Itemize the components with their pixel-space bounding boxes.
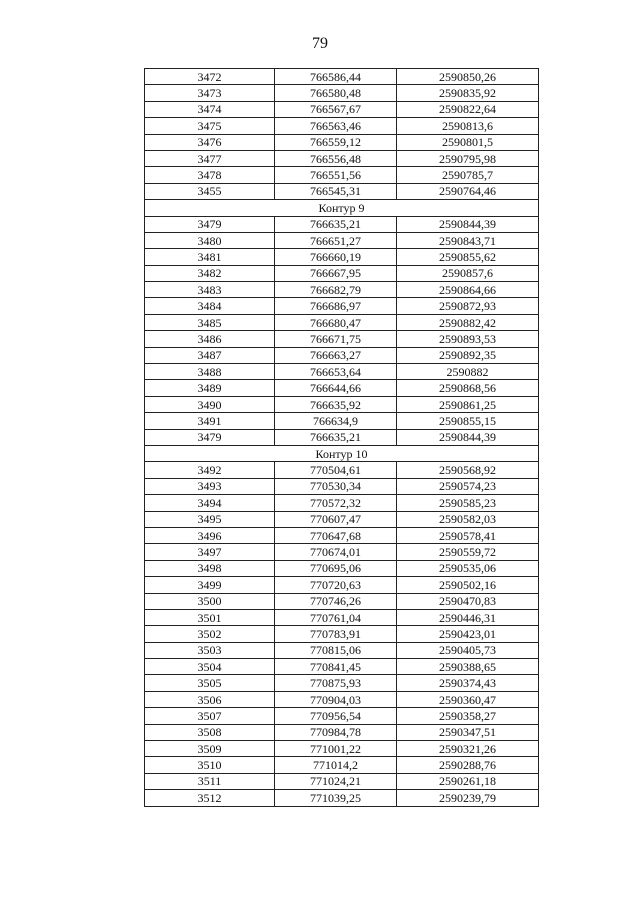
- y-coordinate-cell: 2590582,03: [397, 511, 539, 527]
- point-number-cell: 3512: [145, 790, 275, 806]
- point-number-cell: 3475: [145, 118, 275, 134]
- table-row: [145, 773, 539, 789]
- x-coordinate-cell: 766680,47: [275, 314, 397, 330]
- point-number-cell: 3507: [145, 708, 275, 724]
- point-number-cell: 3492: [145, 462, 275, 478]
- y-coordinate-cell: 2590855,62: [397, 249, 539, 265]
- point-number-cell: 3480: [145, 232, 275, 248]
- y-coordinate-cell: 2590288,76: [397, 757, 539, 773]
- y-coordinate-cell: 2590559,72: [397, 544, 539, 560]
- y-coordinate-cell: 2590405,73: [397, 642, 539, 658]
- y-coordinate-cell: 2590261,18: [397, 773, 539, 789]
- y-coordinate-cell: 2590578,41: [397, 527, 539, 543]
- x-coordinate-cell: 766671,75: [275, 331, 397, 347]
- table-row: [145, 249, 539, 265]
- point-number-cell: 3503: [145, 642, 275, 658]
- x-coordinate-cell: 770875,93: [275, 675, 397, 691]
- point-number-cell: 3486: [145, 331, 275, 347]
- point-number-cell: 3495: [145, 511, 275, 527]
- table-row: [145, 118, 539, 134]
- table-row: [145, 577, 539, 593]
- table-row: [145, 609, 539, 625]
- y-coordinate-cell: 2590568,92: [397, 462, 539, 478]
- table-row: [145, 429, 539, 445]
- x-coordinate-cell: 766634,9: [275, 413, 397, 429]
- table-row: [145, 101, 539, 117]
- x-coordinate-cell: 766667,95: [275, 265, 397, 281]
- x-coordinate-cell: 766551,56: [275, 167, 397, 183]
- table-row: [145, 626, 539, 642]
- page-number: 79: [312, 35, 328, 52]
- y-coordinate-cell: 2590872,93: [397, 298, 539, 314]
- point-number-cell: 3481: [145, 249, 275, 265]
- y-coordinate-cell: 2590785,7: [397, 167, 539, 183]
- x-coordinate-cell: 770815,06: [275, 642, 397, 658]
- y-coordinate-cell: 2590374,43: [397, 675, 539, 691]
- x-coordinate-cell: 770783,91: [275, 626, 397, 642]
- section-header-row: [145, 200, 539, 216]
- y-coordinate-cell: 2590535,06: [397, 560, 539, 576]
- point-number-cell: 3476: [145, 134, 275, 150]
- x-coordinate-cell: 770956,54: [275, 708, 397, 724]
- y-coordinate-cell: 2590857,6: [397, 265, 539, 281]
- x-coordinate-cell: 766663,27: [275, 347, 397, 363]
- point-number-cell: 3510: [145, 757, 275, 773]
- y-coordinate-cell: 2590358,27: [397, 708, 539, 724]
- y-coordinate-cell: 2590882,42: [397, 314, 539, 330]
- table-row: [145, 314, 539, 330]
- table-row: [145, 232, 539, 248]
- y-coordinate-cell: 2590892,35: [397, 347, 539, 363]
- table-row: [145, 85, 539, 101]
- point-number-cell: 3482: [145, 265, 275, 281]
- x-coordinate-cell: 766567,67: [275, 101, 397, 117]
- point-number-cell: 3472: [145, 69, 275, 85]
- table-row: [145, 544, 539, 560]
- y-coordinate-cell: 2590882: [397, 364, 539, 380]
- x-coordinate-cell: 766653,64: [275, 364, 397, 380]
- x-coordinate-cell: 766580,48: [275, 85, 397, 101]
- table-row: [145, 495, 539, 511]
- y-coordinate-cell: 2590864,66: [397, 282, 539, 298]
- y-coordinate-cell: 2590585,23: [397, 495, 539, 511]
- y-coordinate-cell: 2590844,39: [397, 216, 539, 232]
- y-coordinate-cell: 2590388,65: [397, 659, 539, 675]
- y-coordinate-cell: 2590844,39: [397, 429, 539, 445]
- section-title: Контур 10: [145, 445, 539, 461]
- table-row: [145, 380, 539, 396]
- point-number-cell: 3497: [145, 544, 275, 560]
- y-coordinate-cell: 2590850,26: [397, 69, 539, 85]
- point-number-cell: 3478: [145, 167, 275, 183]
- x-coordinate-cell: 770904,03: [275, 691, 397, 707]
- coordinates-table: [144, 68, 539, 807]
- y-coordinate-cell: 2590893,53: [397, 331, 539, 347]
- x-coordinate-cell: 766556,48: [275, 150, 397, 166]
- y-coordinate-cell: 2590321,26: [397, 741, 539, 757]
- point-number-cell: 3508: [145, 724, 275, 740]
- table-row: [145, 396, 539, 412]
- point-number-cell: 3502: [145, 626, 275, 642]
- y-coordinate-cell: 2590855,15: [397, 413, 539, 429]
- point-number-cell: 3504: [145, 659, 275, 675]
- y-coordinate-cell: 2590239,79: [397, 790, 539, 806]
- y-coordinate-cell: 2590347,51: [397, 724, 539, 740]
- table-row: [145, 216, 539, 232]
- point-number-cell: 3484: [145, 298, 275, 314]
- coordinates-table-body: [145, 69, 539, 807]
- x-coordinate-cell: 770746,26: [275, 593, 397, 609]
- point-number-cell: 3500: [145, 593, 275, 609]
- x-coordinate-cell: 770695,06: [275, 560, 397, 576]
- x-coordinate-cell: 766563,46: [275, 118, 397, 134]
- table-row: [145, 265, 539, 281]
- table-row: [145, 757, 539, 773]
- y-coordinate-cell: 2590360,47: [397, 691, 539, 707]
- table-row: [145, 150, 539, 166]
- y-coordinate-cell: 2590470,83: [397, 593, 539, 609]
- table-row: [145, 511, 539, 527]
- x-coordinate-cell: 766635,21: [275, 216, 397, 232]
- x-coordinate-cell: 766682,79: [275, 282, 397, 298]
- x-coordinate-cell: 766651,27: [275, 232, 397, 248]
- x-coordinate-cell: 766586,44: [275, 69, 397, 85]
- table-row: [145, 413, 539, 429]
- x-coordinate-cell: 770841,45: [275, 659, 397, 675]
- section-header-row: [145, 445, 539, 461]
- table-row: [145, 560, 539, 576]
- y-coordinate-cell: 2590423,01: [397, 626, 539, 642]
- point-number-cell: 3496: [145, 527, 275, 543]
- point-number-cell: 3493: [145, 478, 275, 494]
- point-number-cell: 3488: [145, 364, 275, 380]
- table-row: [145, 298, 539, 314]
- table-row: [145, 183, 539, 199]
- table-row: [145, 462, 539, 478]
- y-coordinate-cell: 2590446,31: [397, 609, 539, 625]
- point-number-cell: 3490: [145, 396, 275, 412]
- table-row: [145, 642, 539, 658]
- x-coordinate-cell: 766660,19: [275, 249, 397, 265]
- table-row: [145, 593, 539, 609]
- x-coordinate-cell: 766545,31: [275, 183, 397, 199]
- point-number-cell: 3483: [145, 282, 275, 298]
- table-row: [145, 675, 539, 691]
- table-row: [145, 331, 539, 347]
- x-coordinate-cell: 766644,66: [275, 380, 397, 396]
- point-number-cell: 3505: [145, 675, 275, 691]
- y-coordinate-cell: 2590822,64: [397, 101, 539, 117]
- y-coordinate-cell: 2590835,92: [397, 85, 539, 101]
- point-number-cell: 3477: [145, 150, 275, 166]
- table-row: [145, 724, 539, 740]
- point-number-cell: 3479: [145, 216, 275, 232]
- y-coordinate-cell: 2590861,25: [397, 396, 539, 412]
- coordinates-table-container: [144, 68, 538, 807]
- x-coordinate-cell: 770607,47: [275, 511, 397, 527]
- y-coordinate-cell: 2590868,56: [397, 380, 539, 396]
- point-number-cell: 3473: [145, 85, 275, 101]
- x-coordinate-cell: 766686,97: [275, 298, 397, 314]
- y-coordinate-cell: 2590801,5: [397, 134, 539, 150]
- table-row: [145, 527, 539, 543]
- point-number-cell: 3494: [145, 495, 275, 511]
- point-number-cell: 3511: [145, 773, 275, 789]
- point-number-cell: 3499: [145, 577, 275, 593]
- point-number-cell: 3479: [145, 429, 275, 445]
- table-row: [145, 790, 539, 806]
- x-coordinate-cell: 770674,01: [275, 544, 397, 560]
- point-number-cell: 3491: [145, 413, 275, 429]
- table-row: [145, 167, 539, 183]
- point-number-cell: 3455: [145, 183, 275, 199]
- table-row: [145, 69, 539, 85]
- table-row: [145, 478, 539, 494]
- x-coordinate-cell: 770572,32: [275, 495, 397, 511]
- point-number-cell: 3487: [145, 347, 275, 363]
- x-coordinate-cell: 771024,21: [275, 773, 397, 789]
- table-row: [145, 347, 539, 363]
- table-row: [145, 282, 539, 298]
- point-number-cell: 3506: [145, 691, 275, 707]
- y-coordinate-cell: 2590813,6: [397, 118, 539, 134]
- point-number-cell: 3509: [145, 741, 275, 757]
- y-coordinate-cell: 2590843,71: [397, 232, 539, 248]
- x-coordinate-cell: 770530,34: [275, 478, 397, 494]
- x-coordinate-cell: 770984,78: [275, 724, 397, 740]
- x-coordinate-cell: 766635,92: [275, 396, 397, 412]
- section-title: Контур 9: [145, 200, 539, 216]
- y-coordinate-cell: 2590795,98: [397, 150, 539, 166]
- x-coordinate-cell: 771039,25: [275, 790, 397, 806]
- table-row: [145, 708, 539, 724]
- x-coordinate-cell: 771014,2: [275, 757, 397, 773]
- point-number-cell: 3498: [145, 560, 275, 576]
- point-number-cell: 3474: [145, 101, 275, 117]
- point-number-cell: 3501: [145, 609, 275, 625]
- point-number-cell: 3485: [145, 314, 275, 330]
- table-row: [145, 741, 539, 757]
- point-number-cell: 3489: [145, 380, 275, 396]
- x-coordinate-cell: 766635,21: [275, 429, 397, 445]
- y-coordinate-cell: 2590502,16: [397, 577, 539, 593]
- table-row: [145, 134, 539, 150]
- y-coordinate-cell: 2590764,46: [397, 183, 539, 199]
- x-coordinate-cell: 766559,12: [275, 134, 397, 150]
- y-coordinate-cell: 2590574,23: [397, 478, 539, 494]
- x-coordinate-cell: 770504,61: [275, 462, 397, 478]
- table-row: [145, 659, 539, 675]
- x-coordinate-cell: 770761,04: [275, 609, 397, 625]
- table-row: [145, 691, 539, 707]
- x-coordinate-cell: 770647,68: [275, 527, 397, 543]
- table-row: [145, 364, 539, 380]
- x-coordinate-cell: 770720,63: [275, 577, 397, 593]
- x-coordinate-cell: 771001,22: [275, 741, 397, 757]
